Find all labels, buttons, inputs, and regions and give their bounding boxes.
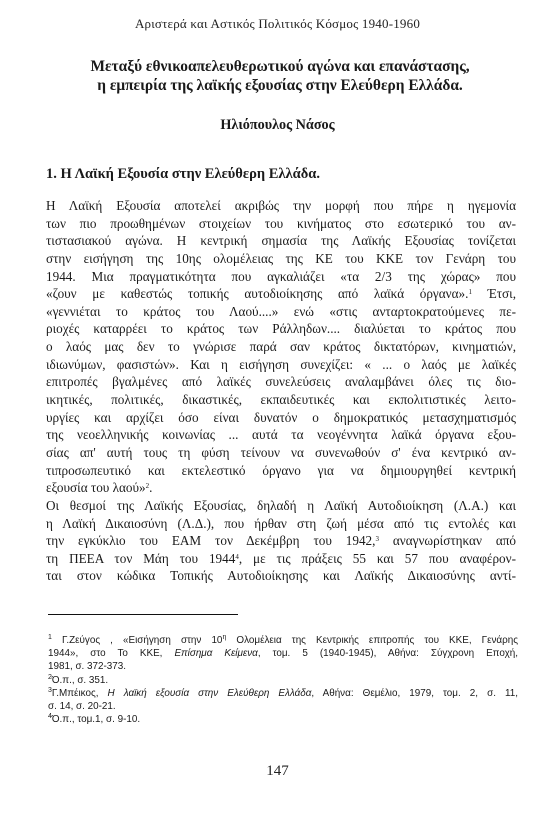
author-name: Ηλιόπουλος Νάσος [220, 117, 335, 133]
text-segment: , με τις πράξεις 55 και 57 που αναφέρον- [238, 550, 516, 566]
text-segment: Έτσι, [471, 286, 516, 302]
article-title [30, 57, 530, 95]
footnote-4 [48, 713, 518, 726]
footnotes [48, 634, 518, 726]
footnote-1 [48, 634, 518, 647]
footnote-1-end: 1981, σ. 372-373. [48, 661, 127, 673]
body-text [46, 197, 516, 585]
footnote-text: Γ.Μπέικος, [51, 687, 108, 699]
text-line: υργίες και αρχίζει όσο είναι δυνατόν ο δημοκρατικός μετασχηματισμός [46, 409, 516, 425]
text-line [46, 479, 516, 497]
superscript: η [222, 634, 227, 641]
footnote-text: 1944», στο Το ΚΚΕ, [48, 648, 175, 660]
footnote-ref-3[interactable]: 3 [375, 535, 379, 544]
page-number: 147 [266, 763, 289, 779]
paragraph-2 [46, 497, 516, 585]
footnote-2 [48, 674, 518, 687]
text-segment: αναγνωρίστηκαν από [378, 533, 516, 549]
footnote-text: Ό.π., τομ.1, σ. 9-10. [51, 714, 141, 726]
footnote-number: 3 [48, 686, 52, 694]
text-segment: «ζουν με καθεστώς τοπικής αυτοδιοίκησης από λαϊκά όργανα». [46, 286, 469, 302]
title-line-2: η εμπειρία της λαϊκής εξουσίας στην Ελεύθερη Ελλάδα. [97, 77, 463, 94]
text-segment: εξουσία του λαού» [46, 480, 146, 496]
text-segment: την εγκύκλιο του ΕΑΜ τον Δεκέμβρη του 1942, [46, 533, 376, 549]
text-segment: . [149, 480, 153, 496]
footnote-text: Ολομέλεια της Κεντρικής επιτροπής του ΚΚΕ, Γενάρης [226, 635, 518, 646]
footnote-italic-title: Η λαϊκή εξουσία στην Ελεύθερη Ελλάδα [107, 687, 312, 699]
running-header: Αριστερά και Αστικός Πολιτικός Κόσμος 1940-1960 [134, 16, 421, 31]
text-line [46, 550, 516, 568]
footnote-number: 2 [48, 673, 52, 681]
text-line: ται στον κώδικα Τοπικής Αυτοδιοίκησης και Λαϊκής Δικαιοσύνης αντί- [46, 568, 516, 584]
paragraph-1 [46, 197, 516, 497]
text-line: ικητικές, πολιτικές, δικαστικές, εκπαιδευτικές και εκπολιτιστικές λειτο- [46, 392, 516, 408]
text-line: της νεοελληνικής κοινωνίας ... αυτά τα νεογέννητα λαϊκά όργανα εξου- [46, 427, 516, 443]
text-line: σίας απ' αυτή τους τη φύση τείνουν να συνενωθούν σ' ένα κεντρικό αν- [46, 444, 516, 460]
text-line: 1944. Μια πραγματικότητα που αγκαλιάζει «τα 2/3 της χώρας» που [46, 268, 516, 284]
text-line [46, 532, 516, 550]
text-line: ιδιωνύμων, φασιστών». Και η εισήγηση συνεχίζει: « ... ο λαός με λαϊκές [46, 356, 516, 372]
text-line: ριοχές καταρρέει το κράτος των Ράλληδων.... διαλύεται το κράτος που [46, 321, 516, 337]
text-line: Οι θεσμοί της Λαϊκής Εξουσίας, δηλαδή η Λαϊκή Αυτοδιοίκηση (Λ.Α.) και [46, 497, 516, 513]
text-line: στην εισήγηση της 10ης ολομέλειας της ΚΕ του ΚΚΕ τον Γενάρη του [46, 250, 516, 266]
section-heading: 1. Η Λαϊκή Εξουσία στην Ελεύθερη Ελλάδα. [46, 166, 320, 182]
footnote-text: , Αθήνα: Θεμέλιο, 1979, τομ. 2, σ. 11, [311, 687, 519, 699]
text-line: Η Λαϊκή Εξουσία αποτελεί ακριβώς την μορφή που πήρε η ηγεμονία [46, 198, 516, 213]
footnote-text: , τομ. 5 (1940-1945), Αθήνα: Σύγχρονη Εποχή, [257, 648, 518, 660]
footnote-3-cont: σ. 14, σ. 20-21. [48, 700, 116, 712]
footnote-ref-4[interactable]: 4 [235, 552, 239, 561]
text-line [46, 285, 516, 303]
text-line: ο λαός μας δεν το γνώρισε παρά σαν κράτος δικτατόρων, κινηματιών, [46, 339, 516, 355]
text-line: των πιο προωθημένων στοιχείων του κινήματος στο εσωτερικό του αν- [46, 215, 516, 231]
footnote-ref-1[interactable]: 1 [468, 288, 472, 297]
footnote-separator [48, 614, 238, 615]
text-line: τιπροσωπευτικό και εκτελεστικό όργανο για να δημιουργηθεί κεντρική [46, 462, 516, 478]
footnote-italic-title: Επίσημα Κείμενα [174, 648, 258, 660]
text-segment: τη ΠΕΕΑ τον Μάη του 1944 [46, 550, 236, 566]
text-line: επιτροπές βγαλμένες από λαϊκές συνελεύσεις αναλαμβάνει όλες τις διο- [46, 374, 516, 390]
footnote-number: 1 [48, 634, 52, 641]
footnote-3 [48, 687, 518, 700]
text-line: «γεννιέται το κράτος του Λαού....» ενώ «στις ανταρτοκρατούμενες πε- [46, 303, 516, 319]
footnote-ref-2[interactable]: 2 [145, 482, 150, 491]
footnote-text: Γ.Ζεύγος , «Εισήγηση στην 10 [51, 635, 223, 646]
footnote-text: Ό.π., σ. 351. [51, 674, 109, 686]
footnote-1-cont [48, 647, 518, 660]
text-line: η Λαϊκή Δικαιοσύνη (Λ.Δ.), που ήρθαν στη ζωή μέσα από τις εντολές και [46, 515, 516, 531]
title-line-1: Μεταξύ εθνικοαπελευθερωτικού αγώνα και επανάστασης, [90, 58, 470, 75]
footnote-number: 4 [48, 713, 52, 721]
text-line: τιστασιακού αγώνα. Η κεντρική σημασία της Λαϊκής Εξουσίας τονίζεται [46, 233, 516, 249]
